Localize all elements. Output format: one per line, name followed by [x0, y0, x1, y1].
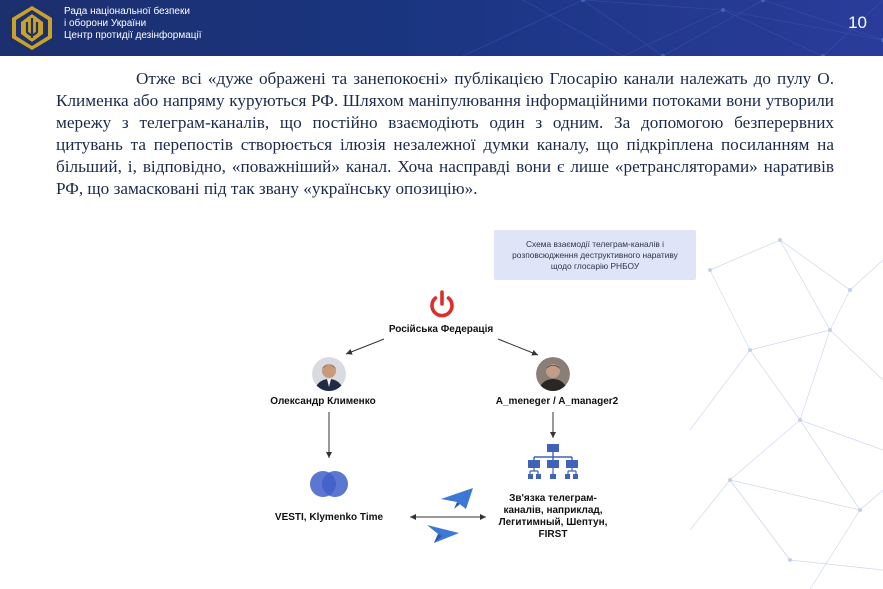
org-line-3: Центр протидії дезінформації — [64, 30, 202, 41]
power-icon — [427, 289, 457, 319]
node-a-manager: A_meneger / A_manager2 — [495, 396, 619, 407]
telegram-icon — [426, 521, 460, 545]
right-channels-line-3: Легитимный, Шептун, — [498, 517, 608, 528]
org-line-2: і оборони України — [64, 18, 147, 29]
org-chart-icon — [528, 444, 578, 482]
node-left-channels: VESTI, Klymenko Time — [274, 512, 384, 523]
body-paragraph: Отже всі «дуже ображені та занепокоєні» публікацією Глосарію канали належать до пулу О. Клименка або напряму куруються РФ. Шляхом маніпулювання інформаційними потоками вони утворили мережу з телеграм-каналів, що постійно взаємодіють один з одним. За допомогою безперервних цитувань та перепостів створюється ілюзія незалежної думки каналу, що підкріплена посиланням на більший, і, відповідно, «поважніший» канал. Хоча насправді вони є лише «ретрансляторами» наративів РФ, що замасковані під так звану «українську опозицію». — [56, 69, 834, 198]
caption-line-1: Схема взаємодії телеграм-каналів і — [525, 238, 665, 249]
avatar-klymenko — [312, 357, 346, 391]
node-right-channels — [483, 493, 623, 541]
right-channels-line-2: каналів, наприклад, — [503, 505, 603, 516]
avatar-a-manager — [536, 357, 570, 391]
telegram-icon — [440, 487, 474, 511]
venn-icon — [308, 468, 350, 500]
right-channels-line-4: FIRST — [538, 529, 568, 540]
right-channels-line-1: Зв'язка телеграм- — [509, 493, 597, 504]
arrow-root-to-right — [498, 339, 538, 355]
caption-line-3: щодо глосарію РНБОУ — [550, 260, 640, 271]
org-line-1: Рада національної безпеки — [64, 6, 190, 17]
node-klymenko: Олександр Клименко — [270, 396, 376, 407]
node-russia: Російська Федерація — [388, 324, 494, 335]
caption-line-2: розповсюдження деструктивного наративу — [512, 249, 678, 260]
page-number: 10 — [848, 13, 867, 32]
arrow-root-to-left — [346, 339, 384, 354]
